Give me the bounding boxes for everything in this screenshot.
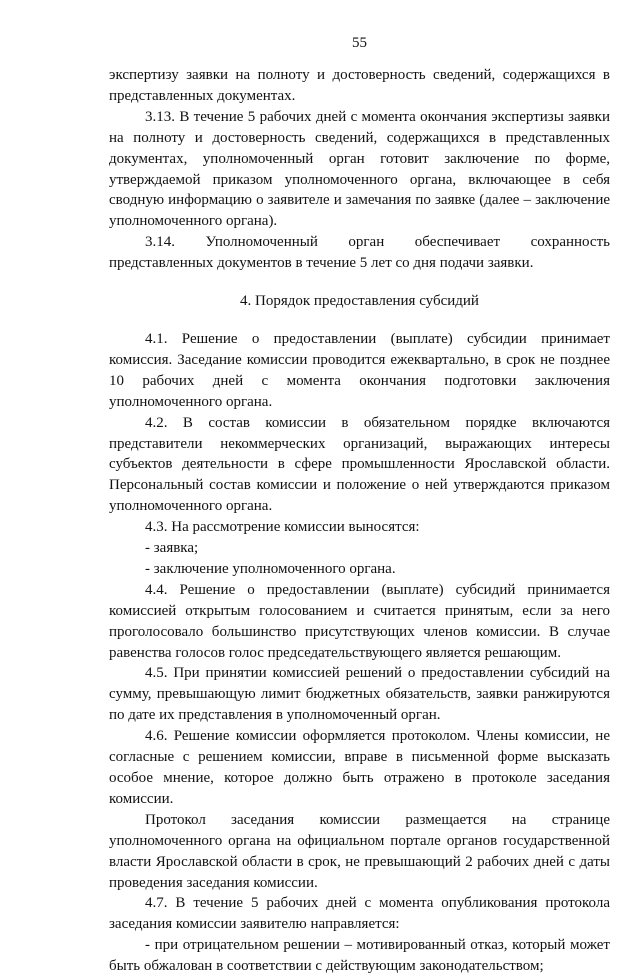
paragraph-3-14: 3.14. Уполномоченный орган обеспечивает сохранность представленных документов в течение 5 лет со дня подачи заявки. — [109, 234, 610, 272]
list-item-application: - заявка; — [145, 540, 199, 557]
paragraph-4-7: 4.7. В течение 5 рабочих дней с момента опубликования протокола заседания комиссии заявителю направляется: — [109, 895, 610, 933]
paragraph-4-1: 4.1. Решение о предоставлении (выплате) субсидии принимает комиссия. Заседание комиссии проводится ежеквартально, в срок не позднее 10 рабочих дней с момента окончания подготовки заключения уполномоченного органа. — [109, 330, 610, 410]
paragraph-4-6: 4.6. Решение комиссии оформляется протоколом. Члены комиссии, не согласные с решением комиссии, вправе в письменной форме высказать особое мнение, которое должно быть отражено в протоколе заседания комиссии. — [109, 728, 610, 807]
paragraph-continuation: экспертизу заявки на полноту и достоверность сведений, содержащихся в представленных документах. — [109, 67, 610, 104]
paragraph-protocol: Протокол заседания комиссии размещается на странице уполномоченного органа на официальном портале органов государственной власти Ярославской области в срок, не превышающий 2 рабочих дней с даты проведения заседания комиссии. — [109, 811, 610, 891]
page-number: 55 — [352, 35, 367, 51]
paragraph-4-4: 4.4. Решение о предоставлении (выплате) субсидий принимается комиссией открытым голосованием и считается принятым, если за него проголосовало большинство присутствующих членов комиссии. В случае равенства голосов голос председательствующего является решающим. — [109, 581, 610, 661]
paragraph-4-3: 4.3. На рассмотрение комиссии выносятся: — [145, 519, 420, 536]
document-page — [109, 34, 610, 977]
list-item-conclusion: - заключение уполномоченного органа. — [145, 560, 396, 577]
section-heading: 4. Порядок предоставления субсидий — [240, 293, 479, 310]
paragraph-4-5: 4.5. При принятии комиссией решений о предоставлении субсидий на сумму, превышающую лимит бюджетных обязательств, заявки ранжируются по дате их представления в уполномоченный орган. — [109, 665, 610, 724]
list-item-refusal: - при отрицательном решении – мотивированный отказ, который может быть обжалован в соответствии с действующим законодательством; — [109, 937, 610, 975]
paragraph-3-13: 3.13. В течение 5 рабочих дней с момента окончания экспертизы заявки на полноту и достоверность сведений, содержащихся в представленных документах, уполномоченный орган готовит заключение по форме, утверждаемой приказом уполномоченного органа, включающее в себя сводную информацию о заявителе и замечания по заявке (далее – заключение уполномоченного органа). — [109, 108, 610, 230]
paragraph-4-2: 4.2. В состав комиссии в обязательном порядке включаются представители некоммерческих организаций, выражающих интересы субъектов деятельности в сфере промышленности Ярославской области. Персональный состав комиссии и положение о ней утверждаются приказом уполномоченного органа. — [109, 414, 610, 515]
